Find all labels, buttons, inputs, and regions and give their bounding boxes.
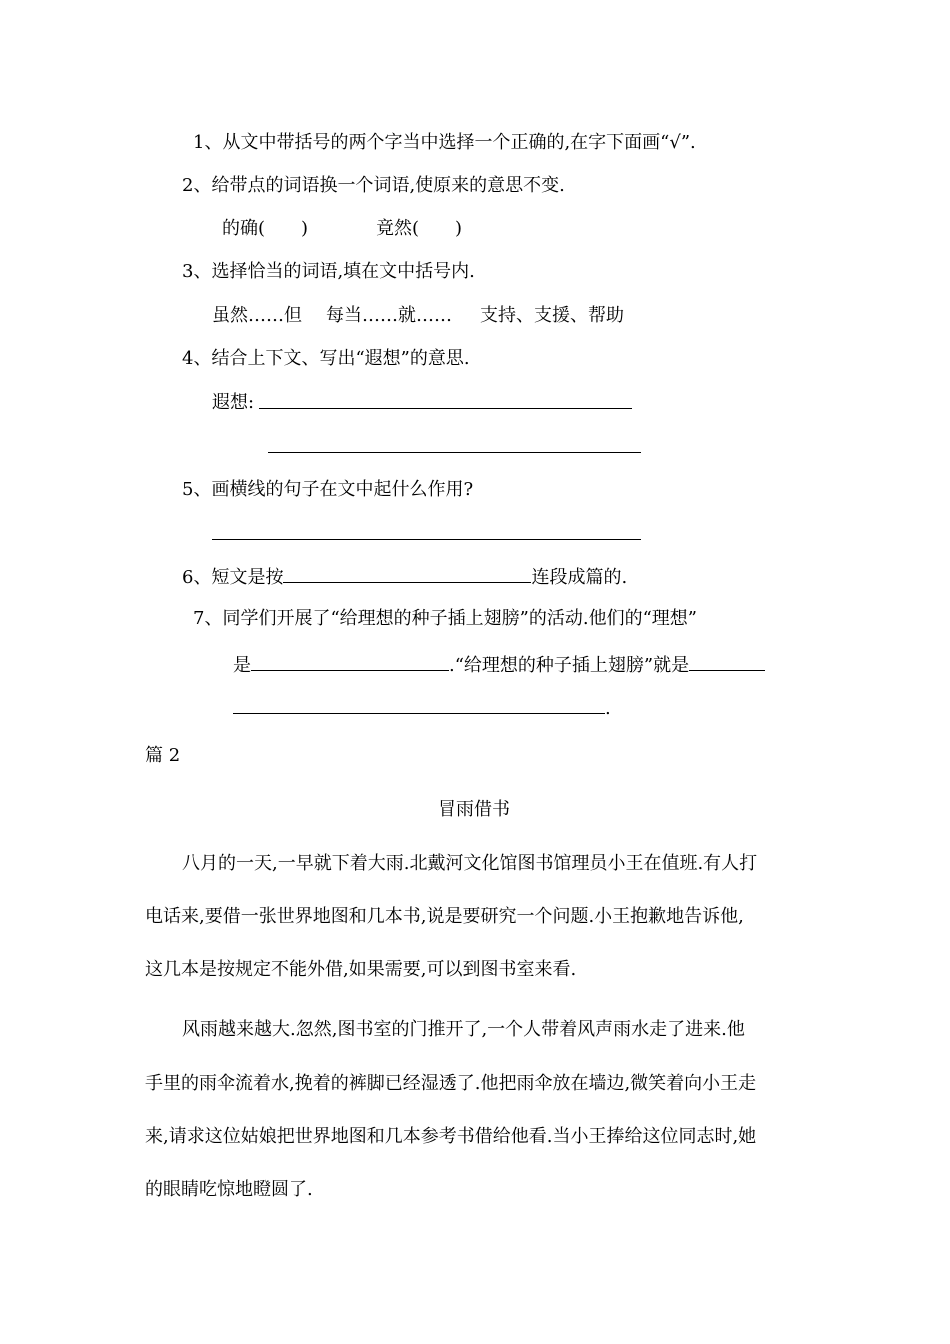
question-3: 3、选择恰当的词语,填在文中括号内. [182,261,475,282]
answer-blank-6[interactable] [283,564,531,583]
question-3-option-1: 虽然……但 [212,305,302,326]
question-3-option-2: 每当……就…… [326,305,452,326]
story-paragraph-2-line-1: 风雨越来越大.忽然,图书室的门推开了,一个人带着风声雨水走了进来.他 [182,1019,745,1040]
question-6-prefix: 6、短文是按 [182,567,284,588]
section-label: 篇 2 [145,745,181,766]
question-7: 7、同学们开展了“给理想的种子插上翅膀”的活动.他们的“理想” [193,608,697,629]
question-7-prefix: 是 [233,655,251,676]
answer-line-4a[interactable] [259,408,632,409]
question-4: 4、结合上下文、写出“遐想”的意思. [182,348,470,369]
question-6 [182,564,627,588]
answer-line-4b[interactable] [268,452,641,453]
question-4-label: 遐想: [212,392,255,413]
question-2-word-2: 竟然( ) [376,218,463,239]
story-paragraph-2-line-3: 来,请求这位姑娘把世界地图和几本参考书借给他看.当小王捧给这位同志时,她 [145,1126,757,1147]
question-7-end: . [605,698,611,719]
question-3-option-3: 支持、支援、帮助 [480,305,624,326]
answer-line-5[interactable] [212,539,641,540]
question-1: 1、从文中带括号的两个字当中选择一个正确的,在字下面画“√”. [193,132,696,153]
question-7-answer-row [233,652,765,676]
question-7-middle: .“给理想的种子插上翅膀”就是 [449,655,690,676]
question-5: 5、画横线的句子在文中起什么作用? [182,479,474,500]
question-2: 2、给带点的词语换一个词语,使原来的意思不变. [182,175,565,196]
question-6-suffix: 连段成篇的. [531,567,628,588]
question-2-word-1: 的确( ) [222,218,309,239]
answer-blank-7c[interactable] [233,695,605,714]
answer-blank-7a[interactable] [251,652,449,671]
story-paragraph-1-line-1: 八月的一天,一早就下着大雨.北戴河文化馆图书馆理员小王在值班.有人打 [182,853,758,874]
story-paragraph-2-line-2: 手里的雨伞流着水,挽着的裤脚已经湿透了.他把雨伞放在墙边,微笑着向小王走 [145,1073,757,1094]
answer-blank-7b[interactable] [689,652,765,671]
question-7-answer-row-2 [233,695,611,719]
story-paragraph-1-line-2: 电话来,要借一张世界地图和几本书,说是要研究一个问题.小王抱歉地告诉他, [145,906,744,927]
story-title: 冒雨借书 [438,799,510,820]
story-paragraph-2-line-4: 的眼睛吃惊地瞪圆了. [145,1179,313,1200]
story-paragraph-1-line-3: 这几本是按规定不能外借,如果需要,可以到图书室来看. [145,959,577,980]
